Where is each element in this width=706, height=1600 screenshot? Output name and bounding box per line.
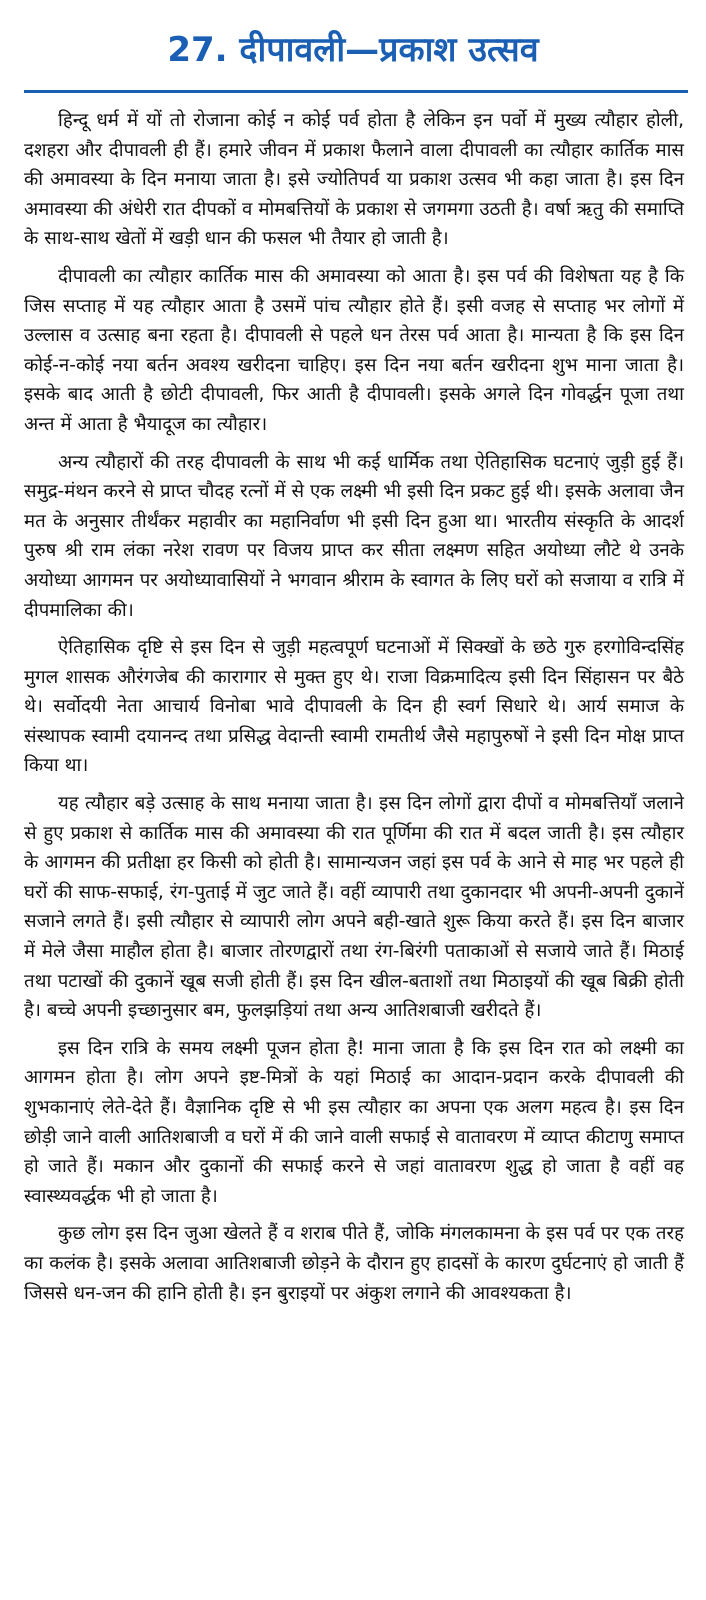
- paragraph-6: इस दिन रात्रि के समय लक्ष्मी पूजन होता है! माना जाता है कि इस दिन रात को लक्ष्मी का आगमन होता है। लोग अपने इष्ट-मित्रों के यहां मिठाई का आदान-प्रदान करके दीपावली की शुभकानाएं लेते-देते हैं। वैज्ञानिक दृष्टि से भी इस त्यौहार का अपना एक अलग महत्व है। इस दिन छोड़ी जाने वाली आतिशबाजी व घरों में की जाने वाली सफाई से वातावरण में व्याप्त कीटाणु समाप्त हो जाते हैं। मकान और दुकानों की सफाई करने से जहां वातावरण शुद्ध हो जाता है वहीं वह स्वास्थ्यवर्द्धक भी हो जाता है।: [24, 1037, 684, 1207]
- paragraph-7: कुछ लोग इस दिन जुआ खेलते हैं व शराब पीते हैं, जोकि मंगलकामना के इस पर्व पर एक तरह का कलंक है। इसके अलावा आतिशबाजी छोड़ने के दौरान हुए हादसों के कारण दुर्घटनाएं हो जाती हैं जिससे धन-जन की हानि होती है। इन बुराइयों पर अंकुश लगाने की आवश्यकता है।: [24, 1223, 684, 1304]
- essay-title: 27. दीपावली—प्रकाश उत्सव: [167, 30, 539, 70]
- paragraph-2: दीपावली का त्यौहार कार्तिक मास की अमावस्या को आता है। इस पर्व की विशेषता यह है कि जिस सप्ताह में यह त्यौहार आता है उसमें पांच त्यौहार होते हैं। इसी वजह से सप्ताह भर लोगों में उल्लास व उत्साह बना रहता है। दीपावली से पहले धन तेरस पर्व आता है। मान्यता है कि इस दिन कोई-न-कोई नया बर्तन अवश्य खरीदना चाहिए। इस दिन नया बर्तन खरीदना शुभ माना जाता है। इसके बाद आती है छोटी दीपावली, फिर आती है दीपावली। इसके अगले दिन गोवर्द्धन पूजा तथा अन्त में आता है भैयादूज का त्यौहार।: [24, 265, 684, 435]
- title-underline: [24, 90, 688, 93]
- paragraph-4: ऐतिहासिक दृष्टि से इस दिन से जुड़ी महत्वपूर्ण घटनाओं में सिक्खों के छठे गुरु हरगोविन्दसिंह मुगल शासक औरंगजेब की कारागार से मुक्त हुए थे। राजा विक्रमादित्य इसी दिन सिंहासन पर बैठे थे। सर्वोदयी नेता आचार्य विनोबा भावे दीपावली के दिन ही स्वर्ग सिधारे थे। आर्य समाज के संस्थापक स्वामी दयानन्द तथा प्रसिद्ध वेदान्ती स्वामी रामतीर्थ जैसे महापुरुषों ने इसी दिन मोक्ष प्राप्त किया था।: [24, 637, 684, 777]
- essay-body: [24, 106, 684, 1308]
- paragraph-1: हिन्दू धर्म में यों तो रोजाना कोई न कोई पर्व होता है लेकिन इन पर्वो में मुख्य त्यौहार होली, दशहरा और दीपावली ही हैं। हमारे जीवन में प्रकाश फैलाने वाला दीपावली का त्यौहार कार्तिक मास की अमावस्या के दिन मनाया जाता है। इसे ज्योतिपर्व या प्रकाश उत्सव भी कहा जाता है। इस दिन अमावस्या की अंधेरी रात दीपकों व मोमबत्तियों के प्रकाश से जगमगा उठती है। वर्षा ऋतु की समाप्ति के साथ-साथ खेतों में खड़ी धान की फसल भी तैयार हो जाती है।: [24, 110, 684, 250]
- paragraph-3: अन्य त्यौहारों की तरह दीपावली के साथ भी कई धार्मिक तथा ऐतिहासिक घटनाएं जुड़ी हुई हैं। समुद्र-मंथन करने से प्राप्त चौदह रत्नों में से एक लक्ष्मी भी इसी दिन प्रकट हुई थी। इसके अलावा जैन मत के अनुसार तीर्थंकर महावीर का महानिर्वाण भी इसी दिन हुआ था। भारतीय संस्कृति के आदर्श पुरुष श्री राम लंका नरेश रावण पर विजय प्राप्त कर सीता लक्ष्मण सहित अयोध्या लौटे थे उनके अयोध्या आगमन पर अयोध्यावासियों ने भगवान श्रीराम के स्वागत के लिए घरों को सजाया व रात्रि में दीपमालिका की।: [24, 451, 684, 621]
- paragraph-5: यह त्यौहार बड़े उत्साह के साथ मनाया जाता है। इस दिन लोगों द्वारा दीपों व मोमबत्तियाँ जलाने से हुए प्रकाश से कार्तिक मास की अमावस्या की रात पूर्णिमा की रात में बदल जाती है। इस त्यौहार के आगमन की प्रतीक्षा हर किसी को होती है। सामान्यजन जहां इस पर्व के आने से माह भर पहले ही घरों की साफ-सफाई, रंग-पुताई में जुट जाते हैं। वहीं व्यापारी तथा दुकानदार भी अपनी-अपनी दुकानें सजाने लगते हैं। इसी त्यौहार से व्यापारी लोग अपने बही-खाते शुरू किया करते हैं। इस दिन बाजार में मेले जैसा माहौल होता है। बाजार तोरणद्वारों तथा रंग-बिरंगी पताकाओं से सजाये जाते हैं। मिठाई तथा पटाखों की दुकानें खूब सजी होती हैं। इस दिन खील-बताशों तथा मिठाइयों की खूब बिक्री होती है। बच्चे अपनी इच्छानुसार बम, फुलझड़ियां तथा अन्य आतिशबाजी खरीदते हैं।: [24, 793, 684, 1022]
